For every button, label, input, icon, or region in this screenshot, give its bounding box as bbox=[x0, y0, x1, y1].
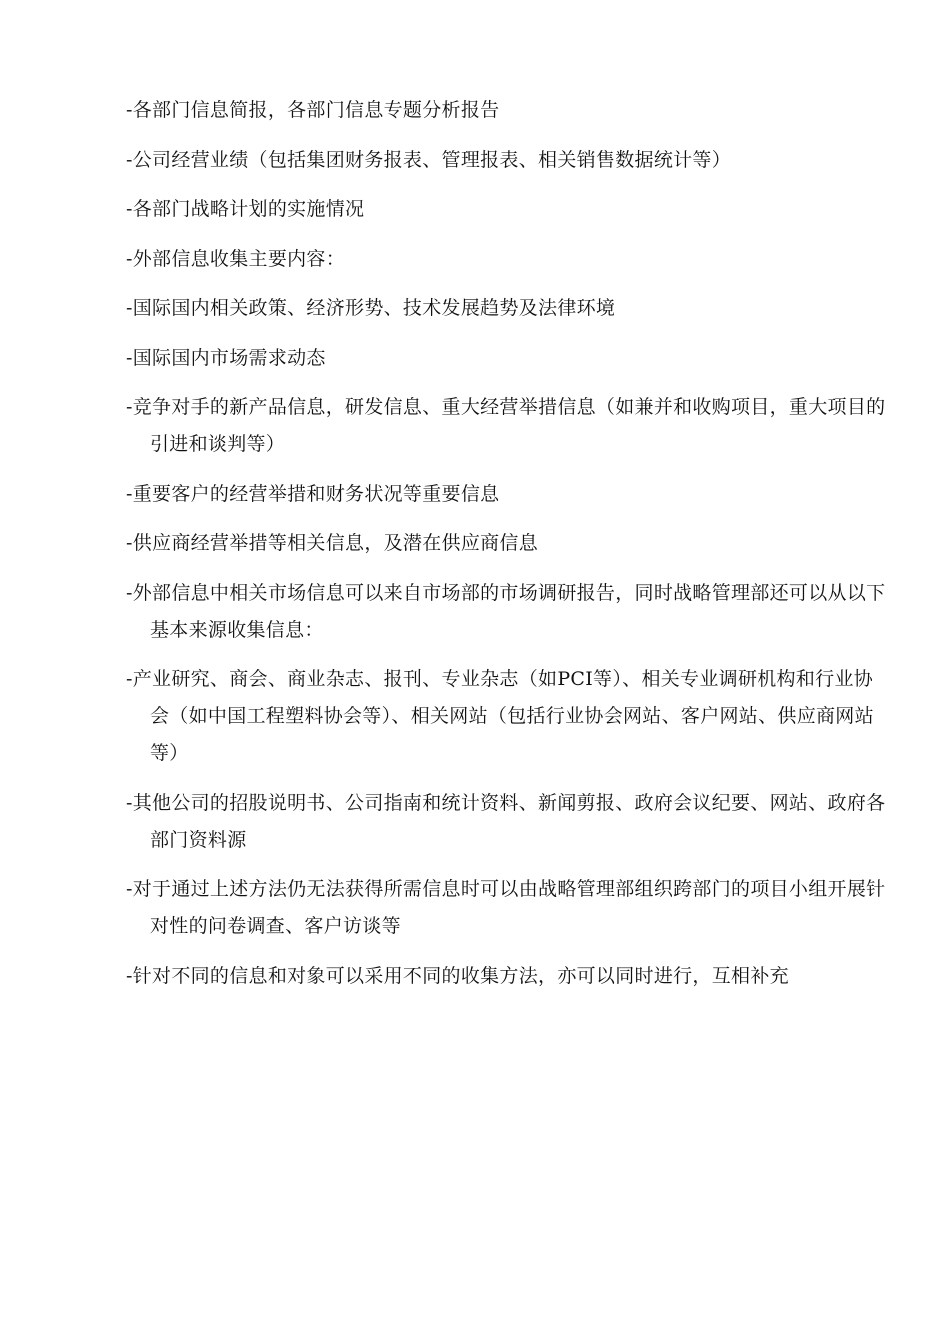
list-item: -各部门信息简报，各部门信息专题分析报告 bbox=[126, 99, 500, 121]
list-item: -国际国内市场需求动态 bbox=[126, 346, 326, 369]
list-item: -对于通过上述方法仍无法获得所需信息时可以由战略管理部组织跨部门的项目小组开展针对性的问卷调查、客户访谈等 bbox=[126, 878, 886, 937]
document-body bbox=[126, 92, 886, 1007]
list-item: -针对不同的信息和对象可以采用不同的收集方法，亦可以同时进行，互相补充 bbox=[126, 964, 789, 987]
list-item: -其他公司的招股说明书、公司指南和统计资料、新闻剪报、政府会议纪要、网站、政府各部门资料源 bbox=[126, 791, 886, 851]
list-item: -各部门战略计划的实施情况 bbox=[126, 198, 365, 220]
list-item: -供应商经营举措等相关信息，及潜在供应商信息 bbox=[126, 532, 539, 554]
list-item: -外部信息中相关市场信息可以来自市场部的市场调研报告，同时战略管理部还可以从以下基本来源收集信息： bbox=[126, 581, 886, 641]
list-item: -国际国内相关政策、经济形势、技术发展趋势及法律环境 bbox=[126, 297, 616, 319]
list-item: -公司经营业绩（包括集团财务报表、管理报表、相关销售数据统计等） bbox=[126, 148, 732, 171]
list-item: -产业研究、商会、商业杂志、报刊、专业杂志（如PCI等）、相关专业调研机构和行业协会（如中国工程塑料协会等）、相关网站（包括行业协会网站、客户网站、供应商网站等） bbox=[126, 668, 874, 764]
list-item: -竞争对手的新产品信息，研发信息、重大经营举措信息（如兼并和收购项目，重大项目的引进和谈判等） bbox=[126, 396, 886, 455]
list-item: -外部信息收集主要内容： bbox=[126, 247, 346, 270]
list-item: -重要客户的经营举措和财务状况等重要信息 bbox=[126, 482, 500, 505]
